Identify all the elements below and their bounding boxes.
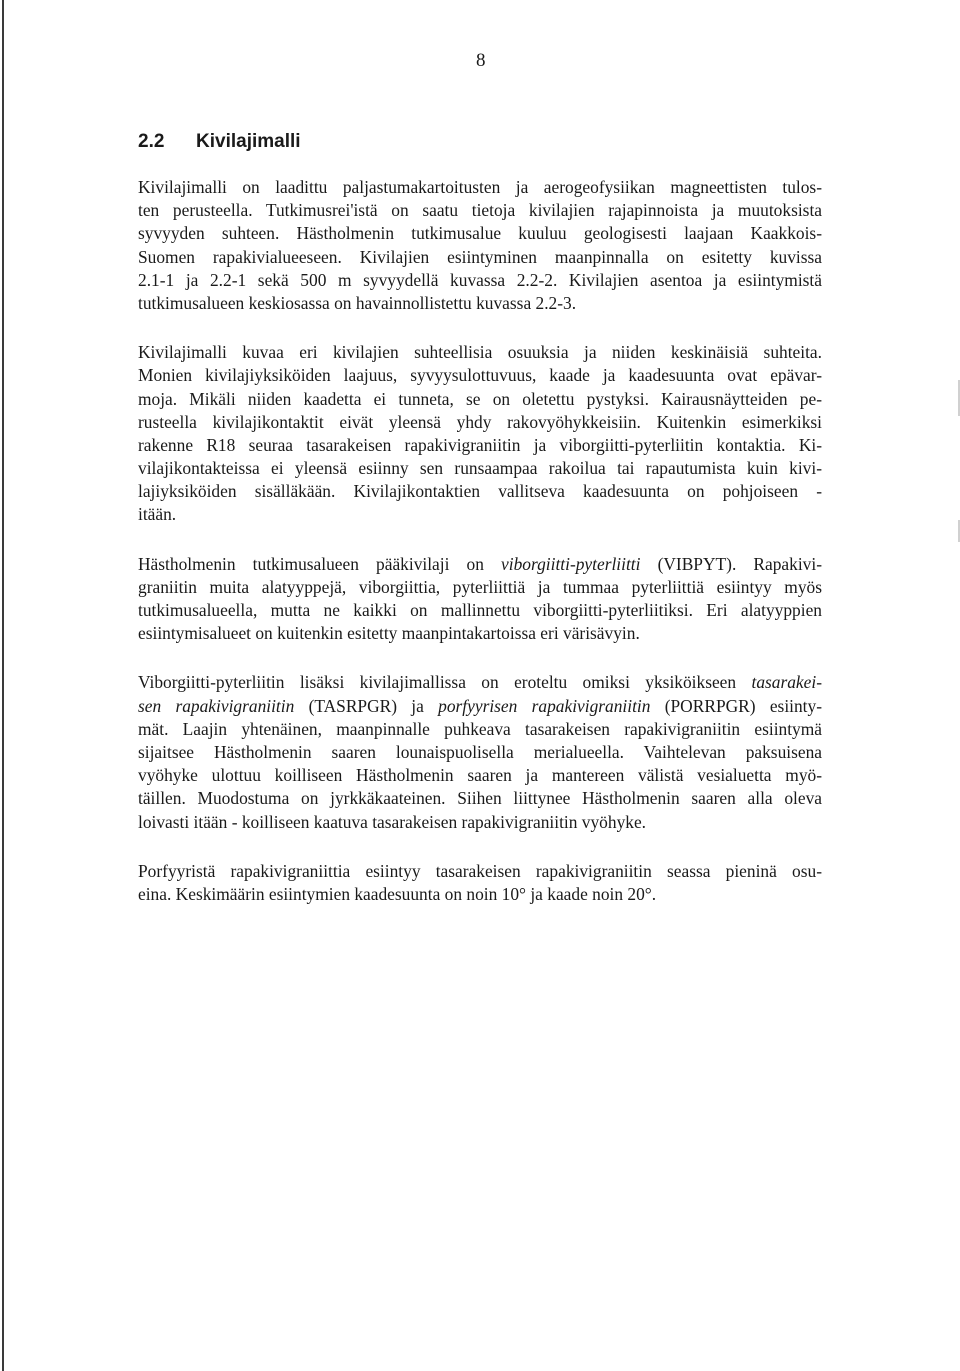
text-run: tutkimusalueen keskiosassa on havainnollistettu kuvassa 2.2-3. [138, 292, 577, 313]
text-line [138, 388, 822, 411]
text-line [138, 411, 822, 434]
text-run: itään. [138, 504, 177, 525]
text-line [138, 671, 822, 694]
text-line [138, 364, 822, 387]
text-run: rusteella kivilajikontaktit eivät yleensä yhdy rakovyöhykkeisiin. Kuitenkin esimerkiksi [138, 411, 822, 432]
text-line [138, 222, 822, 245]
italic-term: tasarakei- [751, 672, 822, 693]
text-line [138, 764, 822, 787]
text-run: Suomen rapakivialueeseen. Kivilajien esiintyminen maanpinnalla on esitetty kuvissa [138, 246, 822, 267]
text-run: Porfyyristä rapakivigraniittia esiintyy tasarakeisen rapakivigraniitin seassa pieninä osu- [138, 860, 822, 881]
text-run: esiintymisalueet on kuitenkin esitetty maanpintakartoissa eri värisävyin. [138, 623, 640, 644]
text-line [138, 503, 822, 526]
page-number: 8 [476, 50, 486, 71]
text-run: (PORRPGR) esiinty- [650, 695, 822, 716]
text-line [138, 457, 822, 480]
text-line [138, 553, 822, 576]
text-line [138, 622, 822, 645]
text-run: (VIBPYT). Rapakivi- [640, 553, 822, 574]
text-line [138, 434, 822, 457]
text-run: (TASRPGR) ja [294, 695, 439, 716]
italic-term: sen rapakivigraniitin [138, 695, 295, 716]
text-line [138, 199, 822, 222]
text-run: 2.1-1 ja 2.2-1 sekä 500 m syvyydellä kuvassa 2.2-2. Kivilajien asentoa ja esiintymistä [138, 269, 822, 290]
text-line [138, 883, 822, 906]
text-line [138, 860, 822, 883]
text-run: tutkimusalueella, mutta ne kaikki on mallinnettu viborgiitti-pyterliitiksi. Eri alatyyppien [138, 600, 822, 620]
text-line [138, 741, 822, 764]
text-run: Kivilajimalli on laadittu paljastumakartoitusten ja aerogeofysiikan magneettisten tulos- [138, 177, 822, 197]
italic-term: viborgiitti-pyterliitti [501, 553, 641, 574]
text-line [138, 718, 822, 741]
text-run: loivasti itään - koilliseen kaatuva tasarakeisen rapakivigraniitin vyöhyke. [138, 811, 647, 832]
text-line [138, 246, 822, 269]
text-line [138, 341, 822, 364]
italic-term: porfyyrisen rapakivigraniitin [438, 695, 651, 716]
text-line [138, 292, 822, 315]
text-run: Hästholmenin tutkimusalueen pääkivilaji on [138, 553, 502, 574]
paragraph [138, 341, 822, 527]
body-text [138, 176, 822, 932]
text-line [138, 695, 822, 718]
text-line [138, 599, 822, 622]
paragraph [138, 176, 822, 315]
text-run: sijaitsee Hästholmenin saaren lounaispuolisella merialueella. Vaihtelevan paksuisena [138, 741, 822, 762]
text-run: eina. Keskimäärin esiintymien kaadesuunta on noin 10° ja kaade noin 20°. [138, 883, 657, 904]
text-line [138, 480, 822, 503]
paragraph [138, 860, 822, 906]
text-run: graniitin muita alatyyppejä, viborgiittia, pyterliittiä ja tummaa pyterliittiä esiintyy myös [138, 576, 822, 597]
scan-edge-line [2, 0, 4, 1371]
text-run: ten perusteella. Tutkimusrei'istä on saatu tietoja kivilajien rajapinnoista ja muutoksista [138, 200, 822, 221]
text-run: vilajikontakteissa ei yleensä esiinny sen runsaampaa rakoilua tai rapautumista kuin kivi- [138, 458, 822, 479]
text-run: syvyyden suhteen. Hästholmenin tutkimusalue kuuluu geologisesti laajaan Kaakkois- [138, 223, 822, 244]
text-line [138, 576, 822, 599]
section-heading [138, 131, 301, 153]
text-run: Kivilajimalli kuvaa eri kivilajien suhteellisia osuuksia ja niiden keskinäisiä suhteita. [138, 342, 822, 363]
text-run: mät. Laajin yhtenäinen, maanpinnalle puhkeava tasarakeisen rapakivigraniitin esiintymä [138, 718, 822, 739]
text-run: lajiyksiköiden sisälläkään. Kivilajikontaktien vallitseva kaadesuunta on pohjoiseen - [138, 481, 822, 502]
text-run: Monien kivilajiyksiköiden laajuus, syvyysulottuvuus, kaade ja kaadesuunta ovat epävar- [138, 365, 822, 386]
text-run: täillen. Muodostuma on jyrkkäkaateinen. Siihen liittynee Hästholmenin saaren alla oleva [138, 788, 822, 809]
text-line [138, 176, 822, 199]
section-title: Kivilajimalli [196, 131, 301, 152]
text-run: moja. Mikäli niiden kaadetta ei tunneta, se on oletettu pystyksi. Kairausnäytteiden pe- [138, 388, 822, 409]
paragraph [138, 671, 822, 833]
section-number: 2.2 [138, 131, 165, 152]
text-line [138, 787, 822, 810]
paragraph [138, 553, 822, 646]
text-line [138, 269, 822, 292]
text-run: rakenne R18 seuraa tasarakeisen rapakivigraniitin ja viborgiitti-pyterliitin kontaktia. Ki- [138, 434, 822, 455]
text-run: vyöhyke ulottuu koilliseen Hästholmenin saaren ja mantereen välistä vesialuetta myö- [138, 765, 822, 786]
text-line [138, 811, 822, 834]
text-run: Viborgiitti-pyterliitin lisäksi kivilajimallissa on eroteltu omiksi yksiköikseen [138, 672, 752, 693]
